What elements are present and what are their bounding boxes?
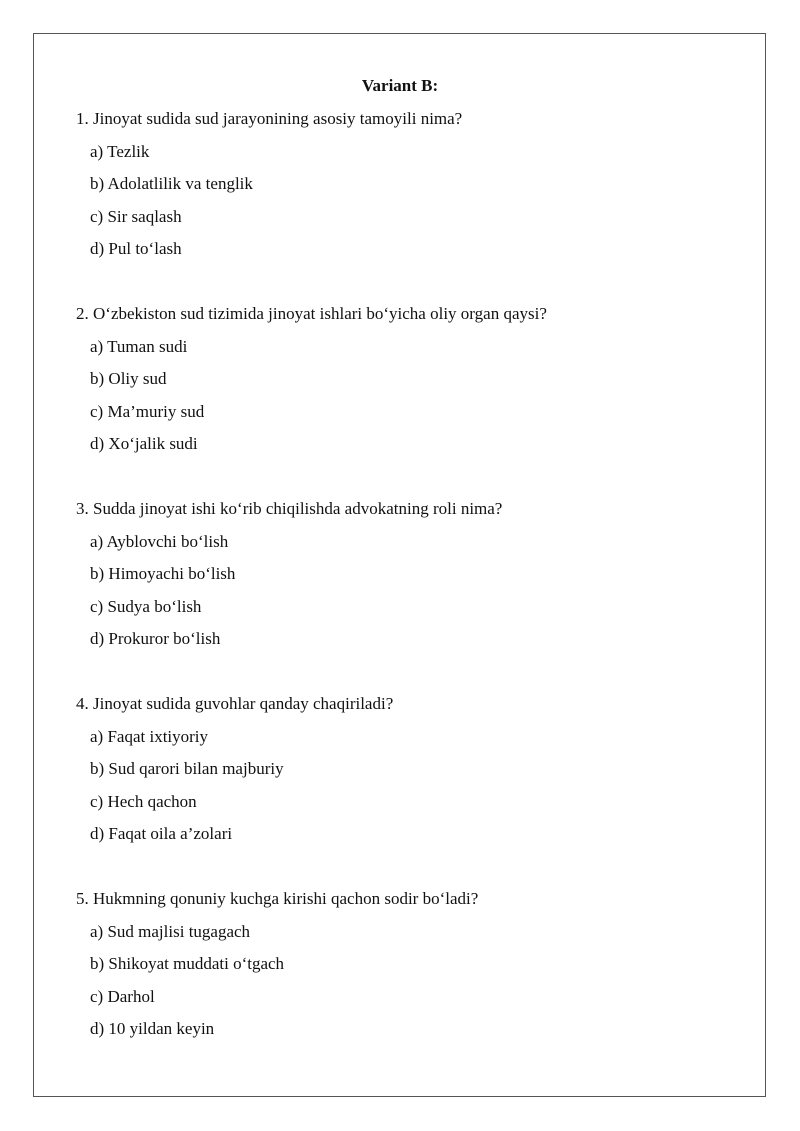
question-text: 4. Jinoyat sudida guvohlar qanday chaqiriladi? (76, 694, 394, 713)
option-a: a) Tezlik (90, 141, 150, 161)
question-5 (76, 889, 756, 1052)
option-a: a) Tuman sudi (90, 336, 188, 356)
option-c: c) Hech qachon (90, 791, 197, 811)
option-b: b) Himoyachi bo‘lish (90, 564, 236, 583)
question-1 (76, 109, 756, 272)
question-text: 1. Jinoyat sudida sud jarayonining asosiy tamoyili nima? (76, 109, 463, 128)
option-d: d) Pul to‘lash (90, 239, 182, 258)
option-d: d) Xo‘jalik sudi (90, 434, 198, 453)
option-c: c) Sudya bo‘lish (90, 596, 202, 616)
option-d: d) 10 yildan keyin (90, 1019, 215, 1038)
option-d: d) Faqat oila a’zolari (90, 824, 233, 843)
question-text: 5. Hukmning qonuniy kuchga kirishi qachon sodir bo‘ladi? (76, 889, 479, 908)
option-b: b) Sud qarori bilan majburiy (90, 759, 284, 778)
question-2 (76, 304, 756, 467)
option-d: d) Prokuror bo‘lish (90, 629, 221, 648)
question-4 (76, 694, 756, 857)
variant-title: Variant B: (361, 76, 439, 95)
option-c: c) Ma’muriy sud (90, 401, 205, 421)
option-a: a) Sud majlisi tugagach (90, 921, 251, 941)
option-a: a) Faqat ixtiyoriy (90, 726, 209, 746)
question-text: 3. Sudda jinoyat ishi ko‘rib chiqilishda advokatning roli nima? (76, 499, 503, 518)
option-c: c) Darhol (90, 986, 155, 1006)
option-b: b) Shikoyat muddati o‘tgach (90, 954, 285, 973)
question-text: 2. O‘zbekiston sud tizimida jinoyat ishlari bo‘yicha oliy organ qaysi? (76, 304, 547, 323)
question-3 (76, 499, 756, 662)
question-list (76, 109, 756, 1084)
option-b: b) Oliy sud (90, 369, 167, 388)
option-c: c) Sir saqlash (90, 206, 182, 226)
option-b: b) Adolatlilik va tenglik (90, 174, 253, 193)
option-a: a) Ayblovchi bo‘lish (90, 531, 229, 551)
